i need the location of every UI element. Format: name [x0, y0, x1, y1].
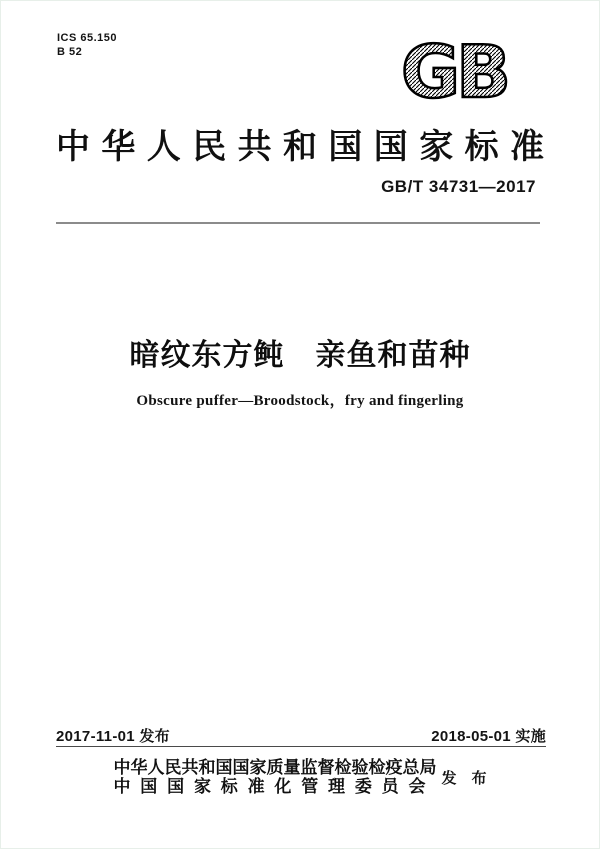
header-divider-line — [56, 222, 540, 224]
ics-code: ICS 65.150 — [57, 32, 118, 44]
standard-number: GB/T 34731—2017 — [381, 177, 536, 196]
date-row — [56, 725, 546, 746]
issuer-line-sac: 中国国家标准化管理委员会 — [113, 777, 426, 796]
issuer-names — [113, 758, 437, 796]
footer-divider-line — [56, 746, 546, 747]
ics-class-code: B 52 — [57, 46, 83, 58]
implementation-date: 2018-05-01 实施 — [431, 728, 546, 745]
issue-date: 2017-11-01 发布 — [56, 728, 170, 745]
national-standard-heading: 中华人民共和国国家标准 — [56, 128, 544, 166]
publish-label: 发 布 — [441, 769, 487, 787]
issuer-line-aqsiq: 中华人民共和国国家质量监督检验检疫总局 — [113, 758, 437, 777]
issuer-block — [0, 758, 600, 796]
ics-classification — [57, 31, 117, 59]
gb-logo — [392, 40, 517, 104]
gb-logo-text: GB — [401, 40, 507, 104]
document-title-english: Obscure puffer—Broodstock，fry and fingerling — [136, 393, 464, 409]
document-title: 暗纹东方鲀 亲鱼和苗种 — [129, 339, 471, 372]
